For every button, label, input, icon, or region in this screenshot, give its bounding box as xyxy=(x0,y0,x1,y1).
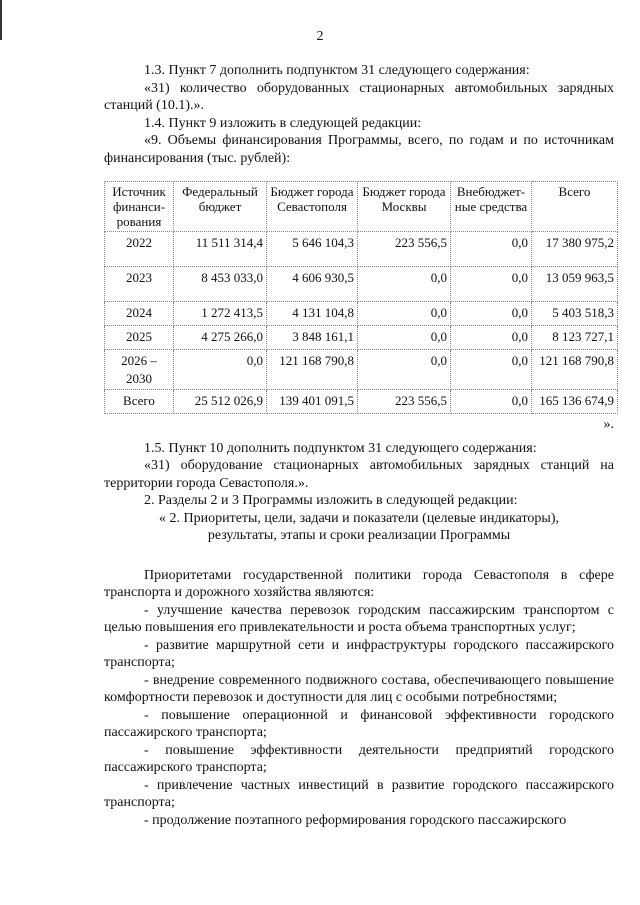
table-cell: 223 556,5 xyxy=(358,232,451,267)
section-heading: результаты, этапы и сроки реализации Программы xyxy=(207,528,511,543)
list-item: - улучшение качества перевозок городским пассажирским транспортом с целью повышения его привлекательности и роста объема транспортных услуг; xyxy=(104,602,614,635)
paragraph: «31) количество оборудованных стационарных автомобильных зарядных станций (10.1).». xyxy=(104,80,614,113)
paragraph: 1.4. Пункт 9 изложить в следующей редакции: xyxy=(144,115,422,131)
table-cell: 0,0 xyxy=(451,350,532,390)
financing-table xyxy=(104,181,618,414)
table-cell: 5 646 104,3 xyxy=(267,232,358,267)
table-cell: 0,0 xyxy=(451,267,532,302)
column-header: Бюджет города Севастополя xyxy=(267,182,358,232)
table-cell: 223 556,5 xyxy=(358,390,451,414)
table-cell: 0,0 xyxy=(174,350,267,390)
table-row xyxy=(105,302,618,326)
page-number: 2 xyxy=(316,29,324,44)
table-cell: 0,0 xyxy=(358,326,451,350)
table-cell: 0,0 xyxy=(451,232,532,267)
column-header: Федеральный бюджет xyxy=(174,182,267,232)
section-heading: « 2. Приоритеты, цели, задачи и показатели (целевые индикаторы), xyxy=(158,510,559,526)
spacer xyxy=(104,545,614,567)
paragraph: 1.5. Пункт 10 дополнить подпунктом 31 следующего содержания: xyxy=(144,440,537,456)
list-item: - повышение эффективности деятельности предприятий городского пассажирского транспорта; xyxy=(104,742,614,775)
table-cell: 8 453 033,0 xyxy=(174,267,267,302)
table-cell: 8 123 727,1 xyxy=(532,326,618,350)
table-cell: 4 131 104,8 xyxy=(267,302,358,326)
table-cell: 2023 xyxy=(105,267,174,302)
table-cell: 3 848 161,1 xyxy=(267,326,358,350)
table-cell: 165 136 674,9 xyxy=(532,390,618,414)
table-row xyxy=(105,350,618,390)
table-cell: 121 168 790,8 xyxy=(267,350,358,390)
table-row xyxy=(105,390,618,414)
paragraph: Приоритетами государственной политики города Севастополя в сфере транспорта и дорожного хозяйства являются: xyxy=(104,567,614,600)
list-item: - повышение операционной и финансовой эффективности городского пассажирского транспорта; xyxy=(104,707,614,740)
table-cell: 121 168 790,8 xyxy=(532,350,618,390)
list-item: - продолжение поэтапного реформирования городского пассажирского xyxy=(144,812,567,828)
table-cell: 25 512 026,9 xyxy=(174,390,267,414)
table-row xyxy=(105,267,618,302)
table-row xyxy=(105,326,618,350)
column-header: Источник финанси-рования xyxy=(105,182,174,232)
table-cell: 17 380 975,2 xyxy=(532,232,618,267)
list-item: - развитие маршрутной сети и инфраструктуры городского пассажирского транспорта; xyxy=(104,637,614,670)
table-cell: 2025 xyxy=(105,326,174,350)
table-cell: 4 606 930,5 xyxy=(267,267,358,302)
list-item: - внедрение современного подвижного состава, обеспечивающего повышение комфортности перевозок и доступности для лиц с особыми потребностями; xyxy=(104,672,614,705)
table-cell: 139 401 091,5 xyxy=(267,390,358,414)
table-row xyxy=(105,232,618,267)
list-item: - привлечение частных инвестиций в развитие городского пассажирского транспорта; xyxy=(104,777,614,810)
paragraph: «9. Объемы финансирования Программы, всего, по годам и по источникам финансирования (тыс. рублей): xyxy=(104,133,614,166)
table-cell: 0,0 xyxy=(451,326,532,350)
column-header: Всего xyxy=(532,182,618,232)
table-cell: 2022 xyxy=(105,232,174,267)
table-cell: 0,0 xyxy=(358,267,451,302)
table-header-row xyxy=(105,182,618,232)
table-cell: 11 511 314,4 xyxy=(174,232,267,267)
table-cell: 0,0 xyxy=(451,302,532,326)
paragraph: 1.3. Пункт 7 дополнить подпунктом 31 следующего содержания: xyxy=(144,63,530,78)
table-cell: 2024 xyxy=(105,302,174,326)
table-cell: 1 272 413,5 xyxy=(174,302,267,326)
paragraph: «31) оборудование стационарных автомобильных зарядных станций на территории города Севастополя.». xyxy=(104,458,614,491)
table-cell: 2026 – 2030 xyxy=(105,350,174,390)
column-header: Бюджет города Москвы xyxy=(358,182,451,232)
quote-close: ». xyxy=(603,417,614,432)
column-header: Внебюджет-ные средства xyxy=(451,182,532,232)
document-body xyxy=(104,62,614,829)
table-cell: 13 059 963,5 xyxy=(532,267,618,302)
table-cell: 0,0 xyxy=(451,390,532,414)
table-cell: Всего xyxy=(105,390,174,414)
table-cell: 5 403 518,3 xyxy=(532,302,618,326)
table-cell: 0,0 xyxy=(358,302,451,326)
table-cell: 4 275 266,0 xyxy=(174,326,267,350)
table-cell: 0,0 xyxy=(358,350,451,390)
paragraph: 2. Разделы 2 и 3 Программы изложить в следующей редакции: xyxy=(144,493,518,508)
